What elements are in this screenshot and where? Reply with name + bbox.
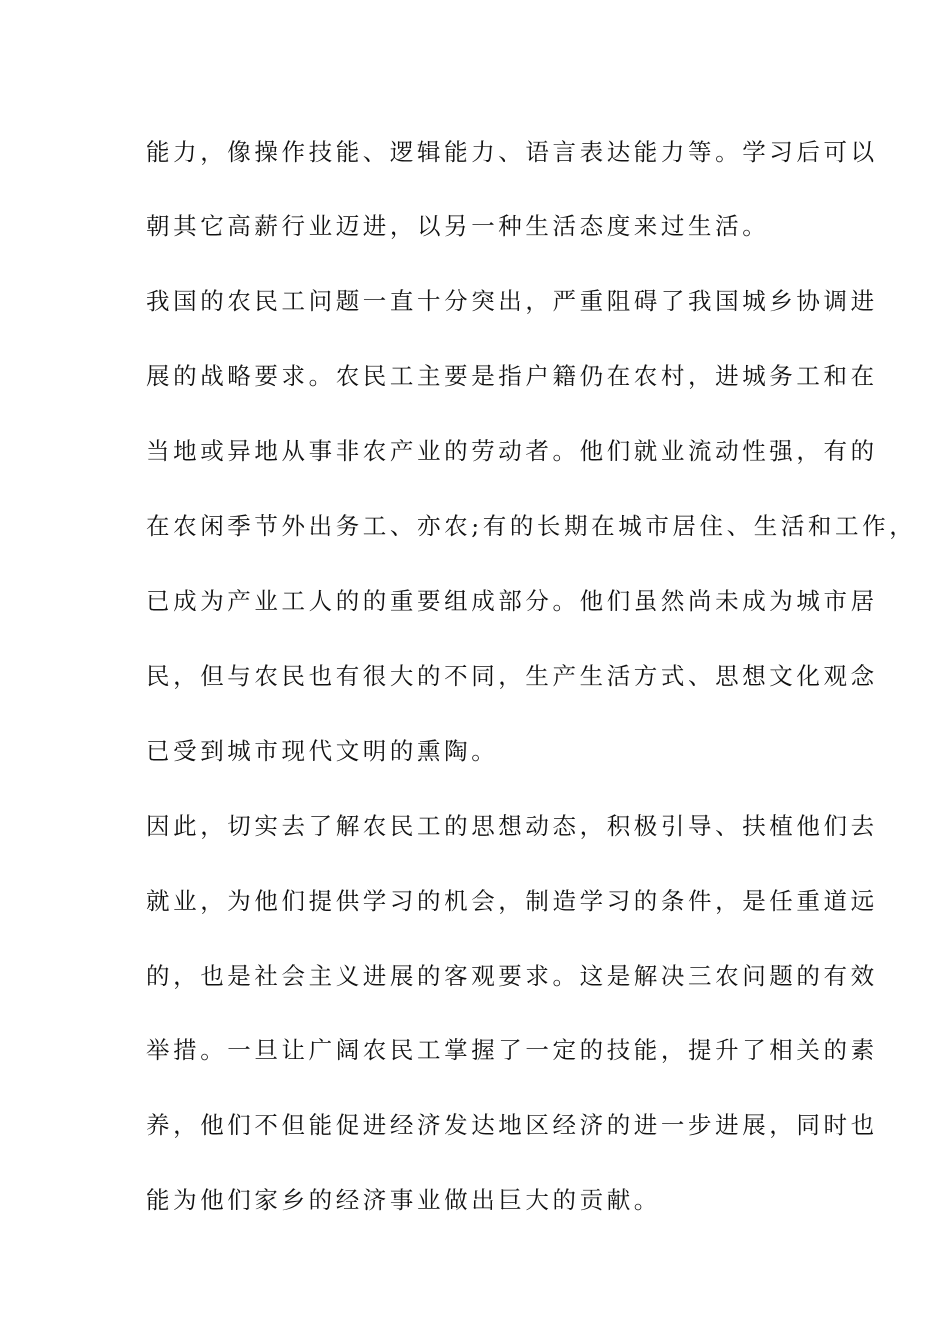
text-line: 在农闲季节外出务工、亦农;有的长期在城市居住、生活和工作， (146, 512, 917, 540)
text-line: 民，但与农民也有很大的不同，生产生活方式、思想文化观念 (146, 662, 878, 690)
text-line: 举措。一旦让广阔农民工掌握了一定的技能，提升了相关的素 (146, 1036, 878, 1064)
text-line: 已成为产业工人的的重要组成部分。他们虽然尚未成为城市居 (146, 587, 878, 615)
text-line: 我国的农民工问题一直十分突出，严重阻碍了我国城乡协调进 (146, 287, 878, 315)
text-line: 能力，像操作技能、逻辑能力、语言表达能力等。学习后可以 (146, 138, 878, 166)
text-line: 已受到城市现代文明的熏陶。 (146, 737, 499, 765)
text-line: 养，他们不但能促进经济发达地区经济的进一步进展，同时也 (146, 1111, 878, 1139)
text-line: 朝其它高薪行业迈进，以另一种生活态度来过生活。 (146, 212, 770, 240)
text-line: 当地或异地从事非农产业的劳动者。他们就业流动性强，有的 (146, 437, 878, 465)
text-line: 因此，切实去了解农民工的思想动态，积极引导、扶植他们去 (146, 812, 878, 840)
text-line: 展的战略要求。农民工主要是指户籍仍在农村，进城务工和在 (146, 362, 878, 390)
text-line: 能为他们家乡的经济事业做出巨大的贡献。 (146, 1186, 661, 1214)
text-line: 就业，为他们提供学习的机会，制造学习的条件，是任重道远 (146, 887, 878, 915)
text-line: 的，也是社会主义进展的客观要求。这是解决三农问题的有效 (146, 962, 878, 990)
